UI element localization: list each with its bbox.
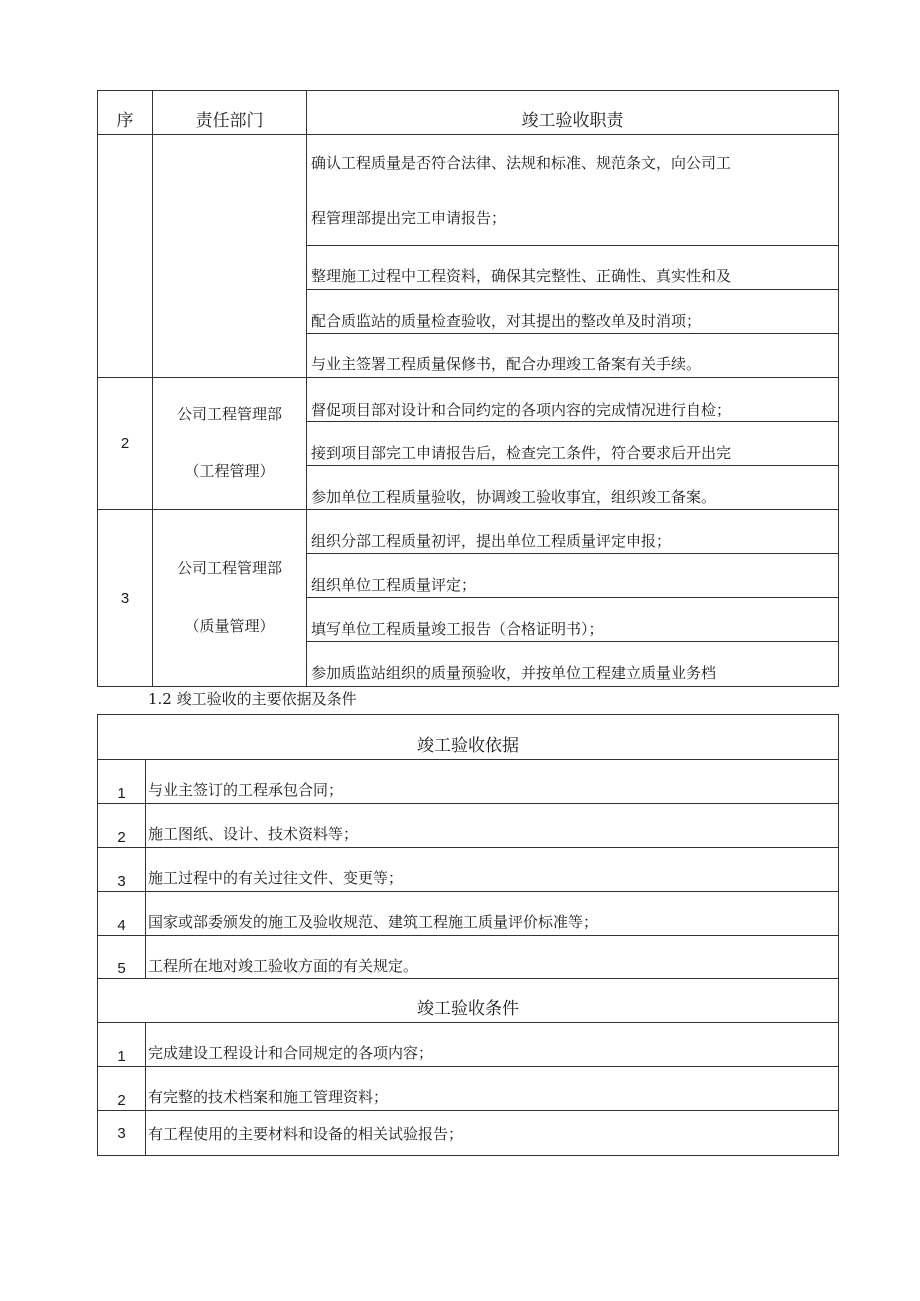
basis-row-number: 3 xyxy=(117,873,126,890)
basis-row-text: 施工过程中的有关过往文件、变更等； xyxy=(148,869,404,887)
basis-row-text: 与业主签订的工程承包合同； xyxy=(148,781,344,799)
duty-line: 组织分部工程质量初评，提出单位工程质量评定申报； xyxy=(311,532,672,550)
group3-dept-sub: （质量管理） xyxy=(184,617,275,635)
duty-line: 与业主签署工程质量保修书，配合办理竣工备案有关手续。 xyxy=(311,355,702,373)
section-heading: 1.2 竣工验收的主要依据及条件 xyxy=(148,690,357,708)
group3-seq: 3 xyxy=(120,590,130,607)
condition-row-text: 有工程使用的主要材料和设备的相关试验报告； xyxy=(148,1125,464,1143)
header-dept: 责任部门 xyxy=(195,111,264,131)
conditions-title: 竣工验收条件 xyxy=(417,999,519,1019)
basis-row-number: 4 xyxy=(117,917,126,934)
duty-line: 整理施工过程中工程资料，确保其完整性、正确性、真实性和及 xyxy=(311,267,732,285)
group2-dept-sub: （工程管理） xyxy=(184,462,275,480)
duty-line: 配合质监站的质量检查验收，对其提出的整改单及时消项； xyxy=(311,312,702,330)
condition-row-number: 1 xyxy=(117,1048,126,1065)
condition-row-number: 3 xyxy=(117,1125,126,1142)
header-seq: 序 xyxy=(116,111,134,131)
basis-row-number: 1 xyxy=(117,785,126,802)
duty-line: 参加质监站组织的质量预验收，并按单位工程建立质量业务档 xyxy=(311,664,717,682)
duty-line: 填写单位工程质量竣工报告（合格证明书）； xyxy=(311,620,604,638)
basis-title: 竣工验收依据 xyxy=(417,736,519,756)
group2-seq: 2 xyxy=(120,435,130,452)
basis-row-text: 施工图纸、设计、技术资料等； xyxy=(148,825,359,843)
basis-row-text: 国家或部委颁发的施工及验收规范、建筑工程施工质量评价标准等； xyxy=(148,913,599,931)
condition-row-text: 有完整的技术档案和施工管理资料； xyxy=(148,1088,389,1106)
basis-row-text: 工程所在地对竣工验收方面的有关规定。 xyxy=(148,957,419,975)
duty-line: 确认工程质量是否符合法律、法规和标准、规范条文，向公司工 xyxy=(311,154,732,172)
condition-row-text: 完成建设工程设计和合同规定的各项内容； xyxy=(148,1044,434,1062)
duty-line: 程管理部提出完工申请报告； xyxy=(311,209,507,227)
header-duty: 竣工验收职责 xyxy=(521,111,624,131)
duty-line: 组织单位工程质量评定； xyxy=(311,576,477,594)
basis-row-number: 5 xyxy=(117,960,126,977)
duty-line: 督促项目部对设计和合同约定的各项内容的完成情况进行自检； xyxy=(311,401,732,419)
duty-line: 接到项目部完工申请报告后，检查完工条件，符合要求后开出完 xyxy=(311,444,732,462)
group3-dept: 公司工程管理部 xyxy=(176,559,282,577)
condition-row-number: 2 xyxy=(117,1092,126,1109)
group2-dept: 公司工程管理部 xyxy=(176,405,282,423)
duty-line: 参加单位工程质量验收，协调竣工验收事宜，组织竣工备案。 xyxy=(311,488,717,506)
basis-row-number: 2 xyxy=(117,829,126,846)
